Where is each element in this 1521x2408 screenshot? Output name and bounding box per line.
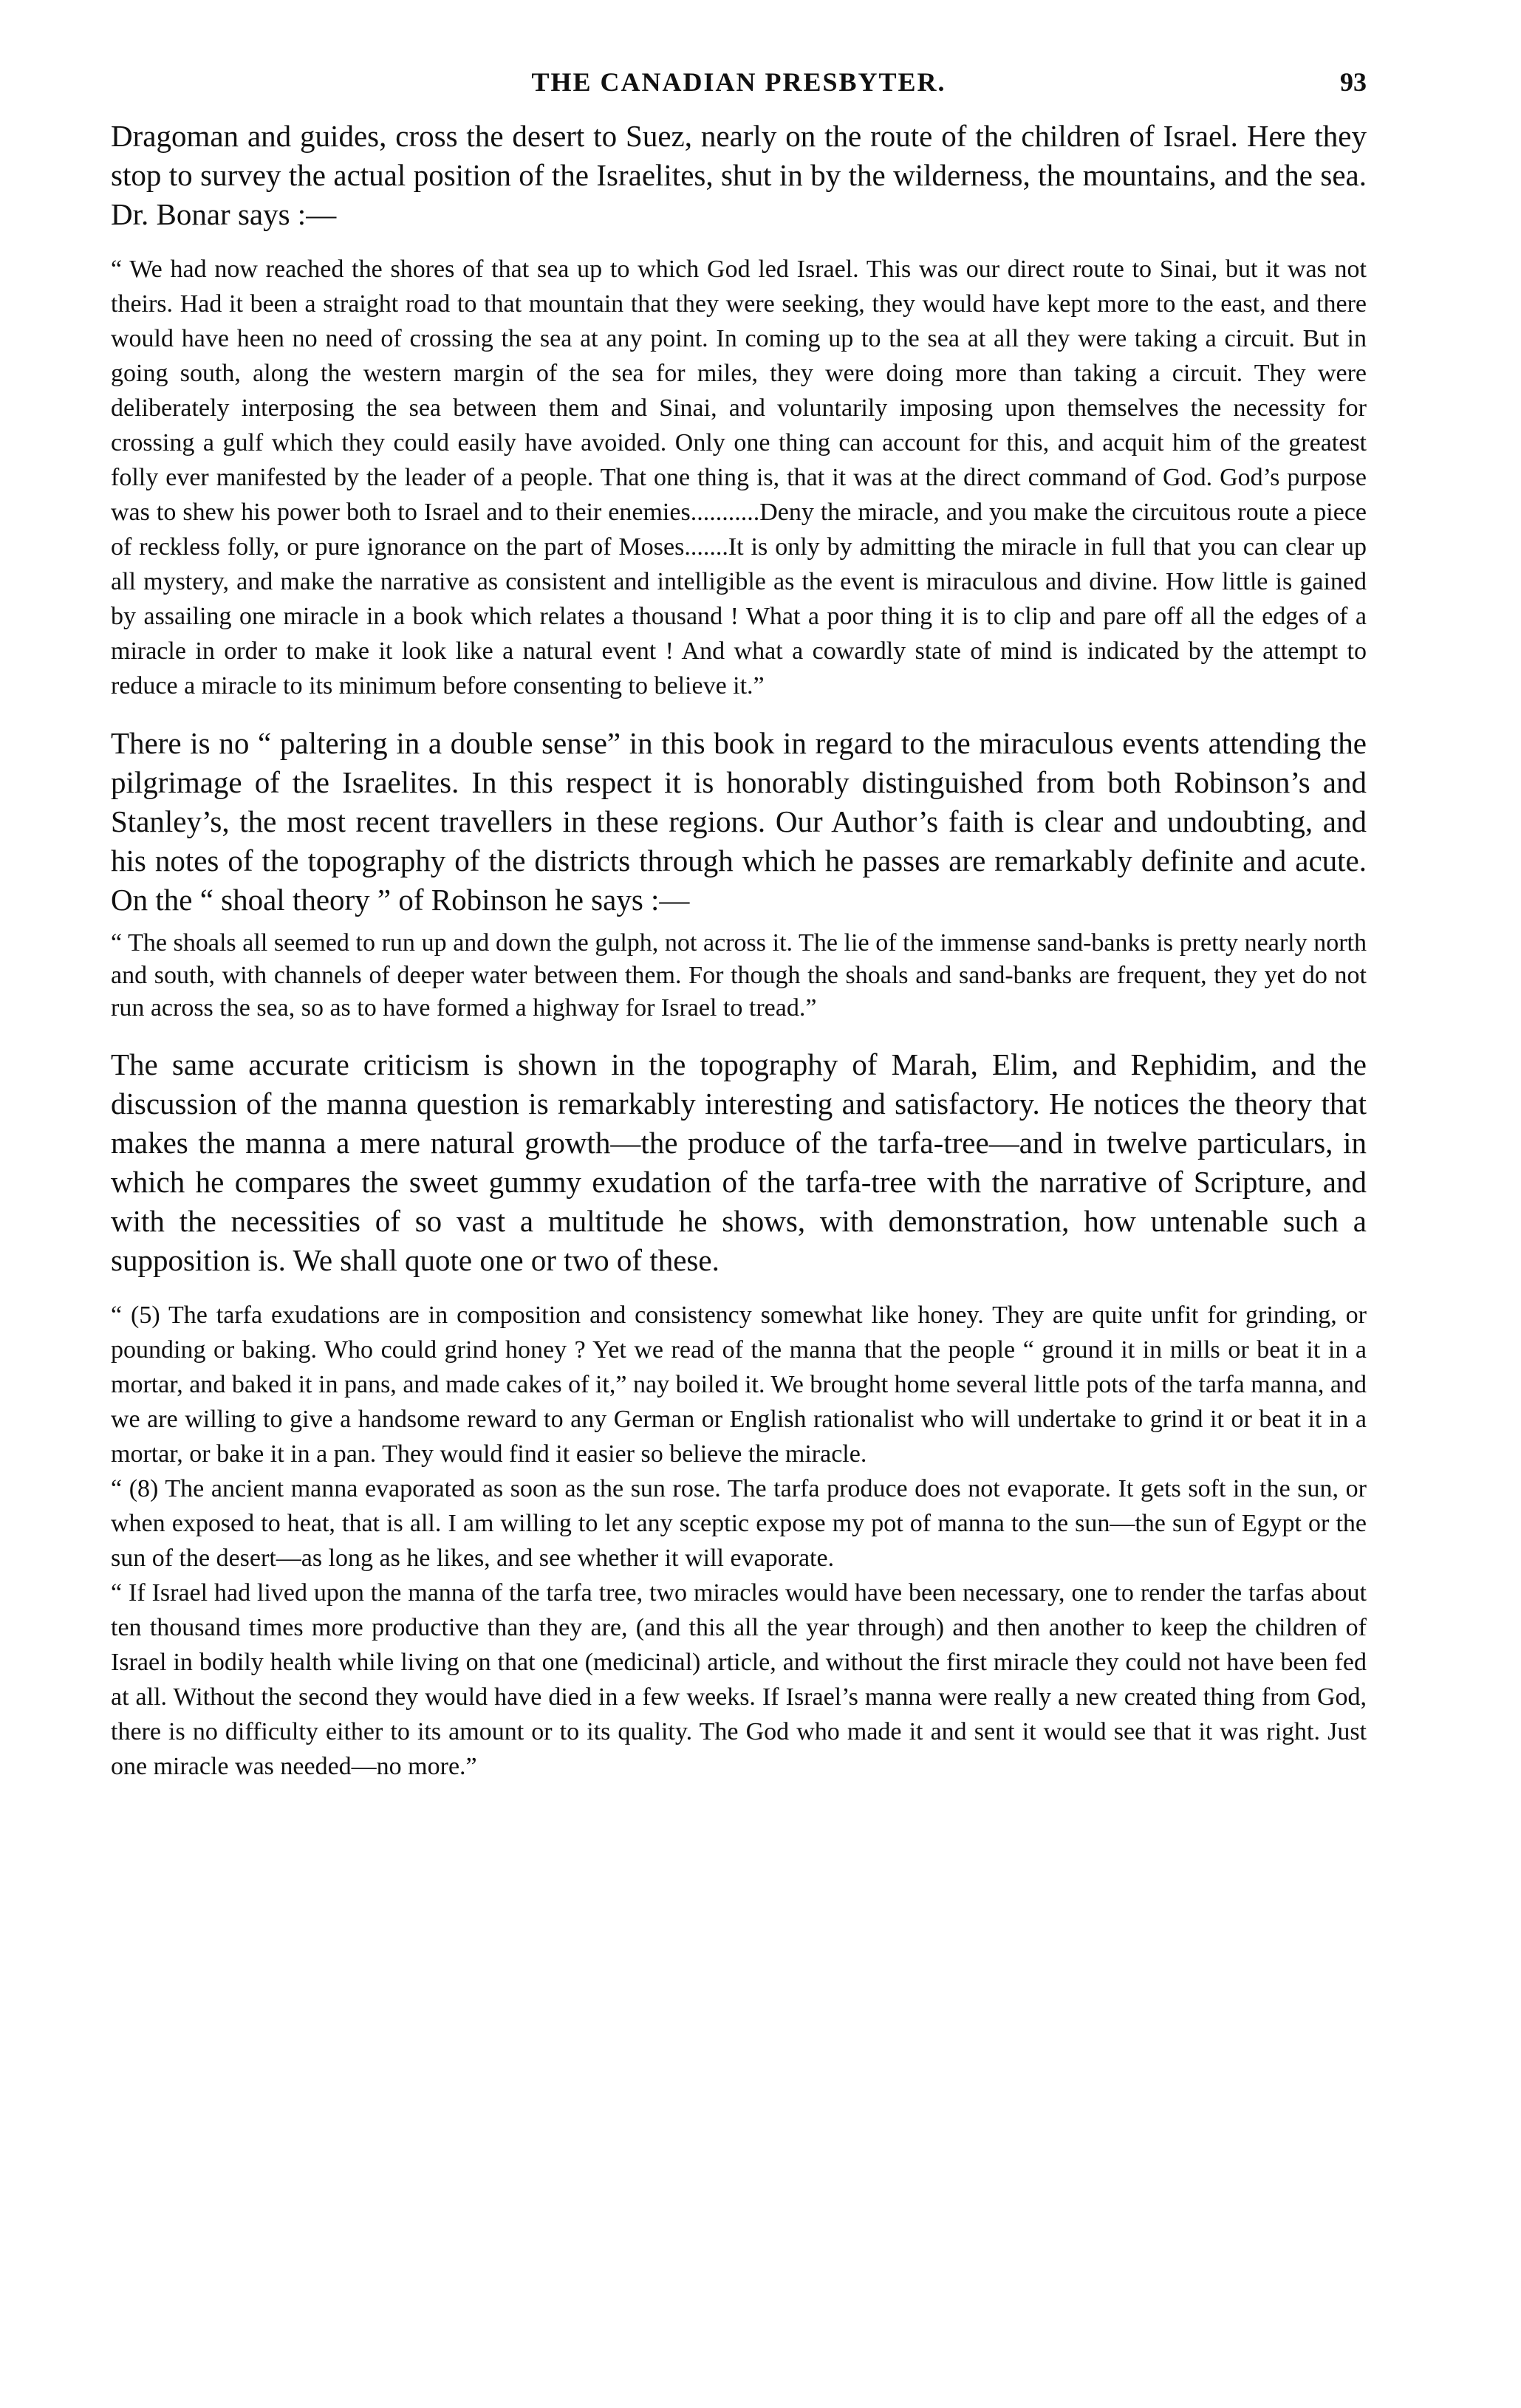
quote-bonar-circuit: “ We had now reached the shores of that sea up to which God led Israel. This was our direct route to Sinai, but it was not theirs. Had it been a straight road to that mountain that they were seeking, they would have kept more to the east, and there would have heen no need of crossing the sea at any point. In coming up to the sea at all they were taking a circuit. But in going south, along the western margin of the sea for miles, they were doing more than taking a circuit. They were deliberately interposing the sea between them and Sinai, and voluntarily imposing upon themselves the necessity for crossing a gulf which they could easily have avoided. Only one thing can account for this, and acquit him of the greatest folly ever manifested by the leader of a people. That one thing is, that it was at the direct command of God. God’s purpose was to shew his power both to Israel and to their enemies...........Deny the miracle, and you make the circuitous route a piece of reckless folly, or pure ignorance on the part of Moses.......It is only by admitting the miracle in full that you can clear up all mystery, and make the narrative as consistent and intelligible as the event is miraculous and divine. How little is gained by assailing one miracle in a book which relates a thousand ! What a poor thing it is to clip and pare off all the edges of a miracle in order to make it look like a natural event ! And what a cowardly state of mind is indicated by the attempt to reduce a miracle to its minimum before consenting to believe it.” (111, 256, 1367, 700)
quote-tarfa-eight: “ (8) The ancient manna evaporated as soon as the sun rose. The tarfa produce does not evaporate. It gets soft in the sun, or when exposed to heat, that is all. I am willing to let any sceptic expose my pot of manna to the sun—the sun of Egypt or the sun of the desert—as long as he likes, and see whether it will evaporate. (111, 1475, 1367, 1572)
page-number: 93 (1340, 67, 1367, 97)
paragraph-marah-elim: The same accurate criticism is shown in the topography of Marah, Elim, and Rephidim, and the discussion of the manna question is remarkably interesting and satisfactory. He notices the theory that makes the manna a mere natural growth—the produce of the tarfa-tree—and in twelve particulars, in which he compares the sweet gummy exudation of the tarfa-tree with the narrative of Scripture, and with the necessities of so vast a multitude he shows, with demonstration, how untenable such a supposition is. We shall quote one or two of these. (111, 1047, 1367, 1277)
quote-shoal-theory: “ The shoals all seemed to run up and down the gulph, not across it. The lie of the immense sand-banks is pretty nearly north and south, with channels of deeper water between them. For though the shoals and sand-banks are frequent, they yet do not run across the sea, so as to have formed a highway for Israel to tread.” (111, 929, 1367, 1022)
quote-two-miracles: “ If Israel had lived upon the manna of the tarfa tree, two miracles would have been necessary, one to render the tarfas about ten thousand times more productive than they are, (and this all the year through) and then another to keep the children of Israel in bodily health while living on that one (medicinal) article, and without the first miracle they could not have been fed at all. Without the second they would have died in a few weeks. If Israel’s manna were really a new created thing from God, there is no difficulty either to its amount or to its quality. The God who made it and sent it would see that it was right. Just one miracle was needed—no more.” (111, 1579, 1367, 1780)
paragraph-dragoman: Dragoman and guides, cross the desert to Suez, nearly on the route of the children of Israel. Here they stop to survey the actual position of the Israelites, shut in by the wilderness, the mountains, and the sea. Dr. Bonar says :— (111, 119, 1367, 231)
running-title: THE CANADIAN PRESBYTER. (531, 67, 946, 97)
paragraph-paltering: There is no “ paltering in a double sense” in this book in regard to the miraculous events attending the pilgrimage of the Israelites. In this respect it is honorably distinguished from both Robinson’s and Stanley’s, the most recent travellers in these regions. Our Author’s faith is clear and undoubting, and his notes of the topography of the districts through which he passes are remarkably definite and acute. On the “ shoal theory ” of Robinson he says :— (111, 726, 1367, 917)
book-page (111, 52, 1367, 1784)
quote-tarfa-five: “ (5) The tarfa exudations are in composition and consistency somewhat like honey. They are quite unfit for grinding, or pounding or baking. Who could grind honey ? Yet we read of the manna that the people “ ground it in mills or beat it in a mortar, and baked it in pans, and made cakes of it,” nay boiled it. We brought home several little pots of the tarfa manna, and we are willing to give a handsome reward to any German or English rationalist who will undertake to grind it or beat it in a mortar, or bake it in a pan. They would find it easier so believe the miracle. (111, 1302, 1367, 1468)
running-head (111, 52, 1367, 111)
